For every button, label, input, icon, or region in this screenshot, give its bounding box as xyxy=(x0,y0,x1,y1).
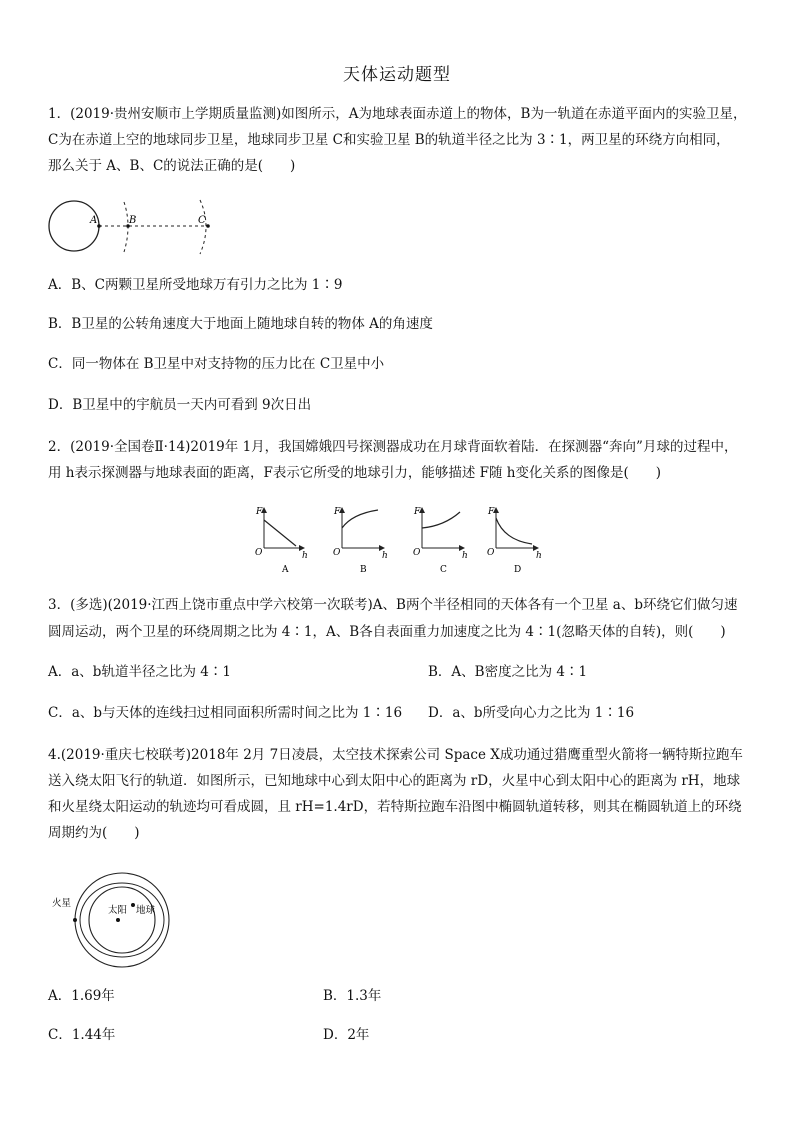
q2-graph-a-label: A xyxy=(282,565,289,575)
q1-option-c[interactable]: C．同一物体在 B卫星中对支持物的压力比在 C卫星中小 xyxy=(48,356,385,372)
q1-label-a: A xyxy=(90,215,98,226)
q2-graph-a[interactable] xyxy=(255,507,308,575)
q2-graph-options xyxy=(252,500,552,578)
q2-graph-c-origin: O xyxy=(413,548,421,558)
q2-graph-b-f-label: F xyxy=(334,507,341,517)
q4-option-a[interactable]: A．1.69年 xyxy=(48,988,115,1004)
q3-option-b[interactable]: B．A、B密度之比为 4∶1 xyxy=(428,664,588,680)
q1-option-a[interactable]: A．B、C两颗卫星所受地球万有引力之比为 1∶9 xyxy=(48,277,343,293)
q4-stem-line-3: 和火星绕太阳运动的轨迹均可看成圆，且 rH=1.4rD，若特斯拉跑车沿图中椭圆轨道转移，则其在椭圆轨道上的环绕 xyxy=(48,799,742,815)
q4-stem-line-4: 周期约为( ) xyxy=(48,825,140,841)
q2-graph-d-f-label: F xyxy=(488,507,495,517)
q4-stem-line-1: 4.(2019·重庆七校联考)2018年 2月 7日凌晨，太空技术探索公司 Space X成功通过猎鹰重型火箭将一辆特斯拉跑车 xyxy=(48,747,743,763)
q2-graph-b-h-label: h xyxy=(382,551,388,561)
q1-option-d[interactable]: D．B卫星中的宇航员一天内可看到 9次日出 xyxy=(48,397,312,413)
q2-graph-d-origin: O xyxy=(487,548,495,558)
q2-stem-line-2: 用 h表示探测器与地球表面的距离，F表示它所受的地球引力，能够描述 F随 h变化关系的图像是( ) xyxy=(48,465,662,481)
q2-graph-d[interactable] xyxy=(487,507,542,575)
q1-stem-line-2: C为在赤道上空的地球同步卫星，地球同步卫星 C和实验卫星 B的轨道半径之比为 3∶1，两卫星的环绕方向相同， xyxy=(48,132,730,148)
q1-label-c: C xyxy=(198,215,206,226)
q3-option-c[interactable]: C．a、b与天体的连线扫过相同面积所需时间之比为 1∶16 xyxy=(48,705,403,721)
q3-stem-line-2: 圆周运动，两个卫星的环绕周期之比为 4∶1，A、B各自表面重力加速度之比为 4∶1(忽略天体的自转)，则( ) xyxy=(48,624,726,640)
q2-graph-c[interactable] xyxy=(413,507,468,575)
q2-graph-d-label: D xyxy=(514,565,522,575)
q2-graph-a-origin: O xyxy=(255,548,263,558)
q4-label-sun: 太阳 xyxy=(108,905,128,916)
q2-graph-c-f-label: F xyxy=(414,507,421,517)
q2-graph-b-label: B xyxy=(360,565,367,575)
q3-stem-line-1: 3．(多选)(2019·江西上饶市重点中学六校第一次联考)A、B两个半径相同的天体各有一个卫星 a、b环绕它们做匀速 xyxy=(48,597,738,613)
q1-label-b: B xyxy=(129,215,137,226)
q2-graph-d-h-label: h xyxy=(536,551,542,561)
q2-graph-b-origin: O xyxy=(333,548,341,558)
q1-stem-line-3: 那么关于 A、B、C的说法正确的是( ) xyxy=(48,158,296,174)
page-title: 天体运动题型 xyxy=(343,65,451,85)
q2-graph-a-f-label: F xyxy=(256,507,263,517)
q2-graph-a-h-label: h xyxy=(302,551,308,561)
q2-graph-c-label: C xyxy=(440,565,447,575)
q1-orbit-figure xyxy=(46,196,226,260)
q2-stem-line-1: 2．(2019·全国卷Ⅱ·14)2019年 1月，我国嫦娥四号探测器成功在月球背面软着陆．在探测器“奔向”月球的过程中， xyxy=(48,439,738,455)
q4-stem-line-2: 送入绕太阳飞行的轨道．如图所示，已知地球中心到太阳中心的距离为 rD，火星中心到太阳中心的距离为 rH，地球 xyxy=(48,773,741,789)
q3-option-d[interactable]: D．a、b所受向心力之比为 1∶16 xyxy=(428,705,635,721)
q4-option-b[interactable]: B．1.3年 xyxy=(323,988,382,1004)
q2-graph-c-h-label: h xyxy=(462,551,468,561)
q1-option-b[interactable]: B．B卫星的公转角速度大于地面上随地球自转的物体 A的角速度 xyxy=(48,316,433,332)
q2-graph-b[interactable] xyxy=(333,507,388,575)
q1-stem-line-1: 1．(2019·贵州安顺市上学期质量监测)如图所示，A为地球表面赤道上的物体，B为一轨道在赤道平面内的实验卫星， xyxy=(48,106,747,122)
q4-label-earth: 地球 xyxy=(136,905,156,916)
q4-label-mars: 火星 xyxy=(52,898,72,909)
q4-orbit-figure xyxy=(50,868,180,968)
q4-option-d[interactable]: D．2年 xyxy=(323,1027,370,1043)
q4-option-c[interactable]: C．1.44年 xyxy=(48,1027,116,1043)
q3-option-a[interactable]: A．a、b轨道半径之比为 4∶1 xyxy=(48,664,231,680)
